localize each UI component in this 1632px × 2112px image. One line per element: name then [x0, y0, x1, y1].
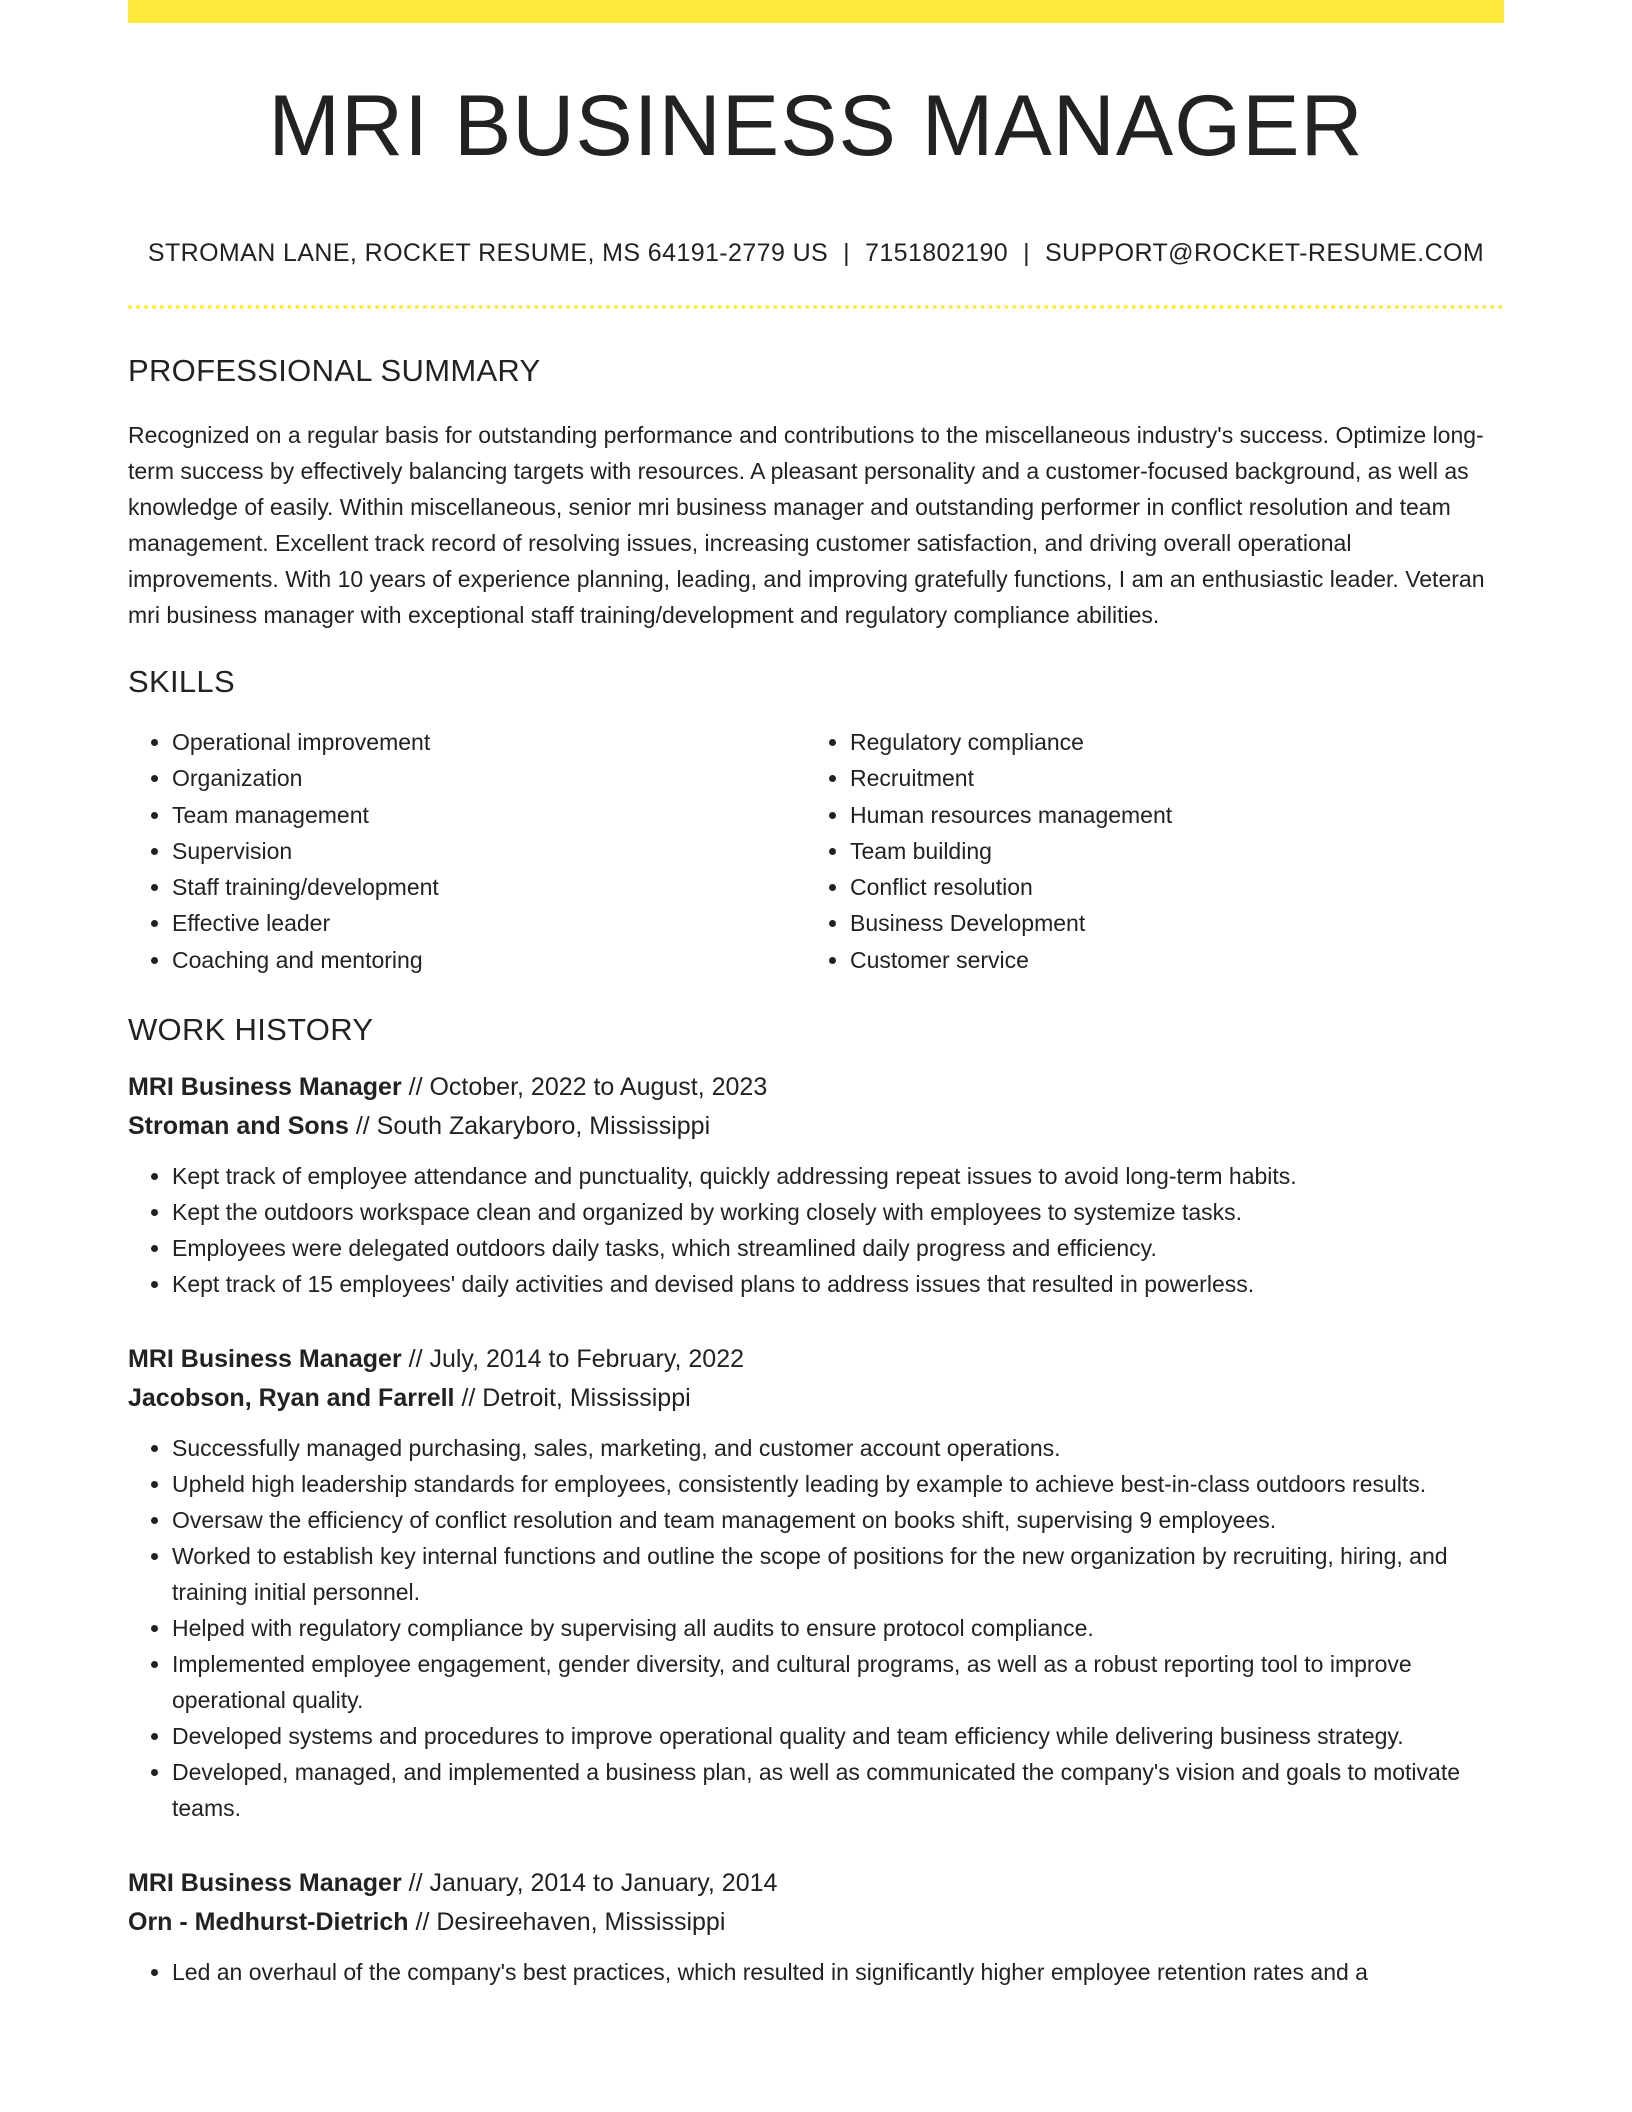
job-bullet: • Upheld high leadership standards for employees, consistently leading by example to achieve best-in-class outdoors results. — [172, 1466, 1504, 1502]
job-bullet: • Developed, managed, and implemented a business plan, as well as communicated the company's vision and goals to motivate teams. — [172, 1754, 1504, 1826]
contact-address: STROMAN LANE, ROCKET RESUME, MS 64191-2779 US — [147, 239, 829, 267]
job-bullet: • Kept track of 15 employees' daily activities and devised plans to address issues that resulted in powerless. — [172, 1266, 1504, 1302]
job-company-line — [128, 1107, 1504, 1146]
dotted-divider — [128, 305, 1504, 309]
job-entry — [128, 1340, 1504, 1826]
skill-item: • Coaching and mentoring — [172, 942, 806, 978]
job-bullet: • Worked to establish key internal functions and outline the scope of positions for the new organization by recruiting, hiring, and training initial personnel. — [172, 1538, 1504, 1610]
job-bullet: • Implemented employee engagement, gender diversity, and cultural programs, as well as a robust reporting tool to improve operational quality. — [172, 1646, 1504, 1718]
skill-item: • Business Development — [850, 905, 1172, 941]
contact-separator: | — [1023, 239, 1030, 267]
skill-item: • Conflict resolution — [850, 869, 1172, 905]
job-entry — [128, 1864, 1504, 1990]
job-location: // Detroit, Mississippi — [461, 1384, 691, 1413]
summary-text: Recognized on a regular basis for outstanding performance and contributions to the miscellaneous industry's success. Optimize long-term success by effectively balancing targets with resources. A pleasant personality and a customer-focused background, as well as knowledge of easily. Within miscellaneous, senior mri business manager and outstanding performer in conflict resolution and team management. Excellent track record of resolving issues, increasing customer satisfaction, and driving overall operational improvements. With 10 years of experience planning, leading, and improving gratefully functions, I am an enthusiastic leader. Veteran mri business manager with exceptional staff training/development and regulatory compliance abilities. — [128, 422, 1485, 628]
job-title-line — [128, 1340, 1504, 1379]
job-dates: // October, 2022 to August, 2023 — [408, 1073, 768, 1102]
skills-column-left — [128, 724, 806, 978]
skill-item: • Operational improvement — [172, 724, 806, 760]
job-dates: // July, 2014 to February, 2022 — [408, 1345, 745, 1374]
skill-item: • Team management — [172, 797, 806, 833]
resume-page — [128, 0, 1504, 2112]
job-bullet: • Oversaw the efficiency of conflict resolution and team management on books shift, supervising 9 employees. — [172, 1502, 1504, 1538]
skill-item: • Customer service — [850, 942, 1172, 978]
skills-list — [128, 724, 1504, 978]
job-company: Jacobson, Ryan and Farrell — [128, 1384, 455, 1413]
summary-heading: PROFESSIONAL SUMMARY — [128, 353, 541, 388]
job-company-line — [128, 1903, 1504, 1942]
job-company: Orn - Medhurst-Dietrich — [128, 1908, 409, 1937]
skills-heading: SKILLS — [128, 664, 235, 699]
contact-separator: | — [843, 239, 851, 267]
job-company-line — [128, 1379, 1504, 1418]
job-title: MRI Business Manager — [128, 1345, 402, 1374]
contact-line — [128, 241, 1504, 266]
skill-item: • Organization — [172, 760, 806, 796]
job-bullet: • Led an overhaul of the company's best practices, which resulted in significantly higher employee retention rates and a — [172, 1954, 1504, 1990]
job-bullet: • Helped with regulatory compliance by supervising all audits to ensure protocol compliance. — [172, 1610, 1504, 1646]
job-bullet: • Kept track of employee attendance and punctuality, quickly addressing repeat issues to avoid long-term habits. — [172, 1158, 1504, 1194]
job-location: // Desireehaven, Mississippi — [415, 1908, 726, 1937]
contact-phone: 7151802190 — [865, 239, 1009, 267]
job-title: MRI Business Manager — [128, 1073, 402, 1102]
job-title-line — [128, 1068, 1504, 1107]
resume-name: MRI BUSINESS MANAGER — [268, 78, 1364, 174]
skill-item: • Staff training/development — [172, 869, 806, 905]
accent-top-bar — [128, 0, 1504, 23]
job-location: // South Zakaryboro, Mississippi — [355, 1112, 711, 1141]
skill-item: • Supervision — [172, 833, 806, 869]
skill-item: • Human resources management — [850, 797, 1172, 833]
job-bullets — [128, 1954, 1504, 1990]
job-bullets — [128, 1430, 1504, 1826]
skill-item: • Team building — [850, 833, 1172, 869]
job-bullet: • Successfully managed purchasing, sales, marketing, and customer account operations. — [172, 1430, 1504, 1466]
job-title: MRI Business Manager — [128, 1869, 402, 1898]
job-company: Stroman and Sons — [128, 1112, 349, 1141]
skill-item: • Regulatory compliance — [850, 724, 1172, 760]
job-entry — [128, 1068, 1504, 1302]
work-history-heading: WORK HISTORY — [128, 1012, 374, 1048]
contact-email: SUPPORT@ROCKET-RESUME.COM — [1044, 239, 1485, 267]
job-bullets — [128, 1158, 1504, 1302]
skills-column-right — [806, 724, 1172, 978]
job-bullet: • Kept the outdoors workspace clean and organized by working closely with employees to systemize tasks. — [172, 1194, 1504, 1230]
skill-item: • Effective leader — [172, 905, 806, 941]
job-bullet: • Developed systems and procedures to improve operational quality and team efficiency while delivering business strategy. — [172, 1718, 1504, 1754]
job-dates: // January, 2014 to January, 2014 — [408, 1869, 778, 1898]
job-title-line — [128, 1864, 1504, 1903]
skill-item: • Recruitment — [850, 760, 1172, 796]
job-bullet: • Employees were delegated outdoors daily tasks, which streamlined daily progress and efficiency. — [172, 1230, 1504, 1266]
